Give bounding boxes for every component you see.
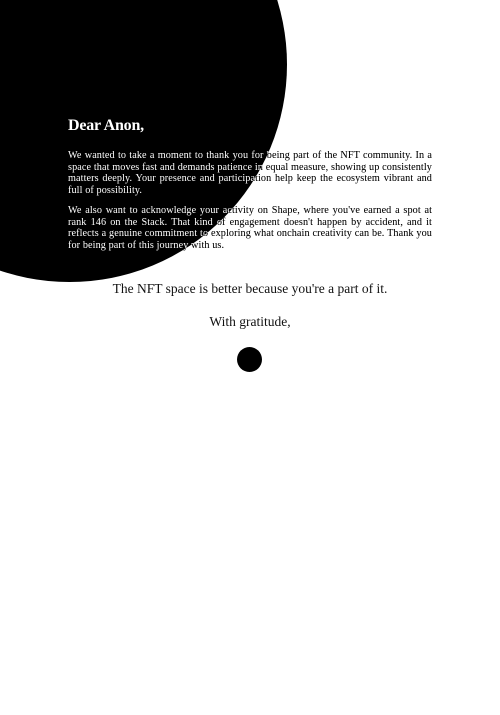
paragraph-thanks: We wanted to take a moment to thank you for being part of the NFT community. In a space that moves fast and demands patience in equal measure, showing up consistently matters deeply. Your presence and participation help keep the ecosystem vibrant and full of possibility. bbox=[68, 150, 432, 197]
salutation: Dear Anon, bbox=[68, 117, 144, 134]
closing-line: The NFT space is better because you're a part of it. bbox=[112, 281, 388, 296]
paragraph-shape-rank: We also want to acknowledge your activity on Shape, where you've earned a spot at rank 146 on the Stack. That kind of engagement doesn't happen by accident, and it reflects a genuine commitment to exploring what onchain creativity can be. Thank you for being part of this journey with us. bbox=[68, 204, 432, 251]
black-dot-icon bbox=[237, 347, 262, 372]
sign-off: With gratitude, bbox=[209, 314, 291, 329]
letter-body bbox=[68, 117, 432, 260]
